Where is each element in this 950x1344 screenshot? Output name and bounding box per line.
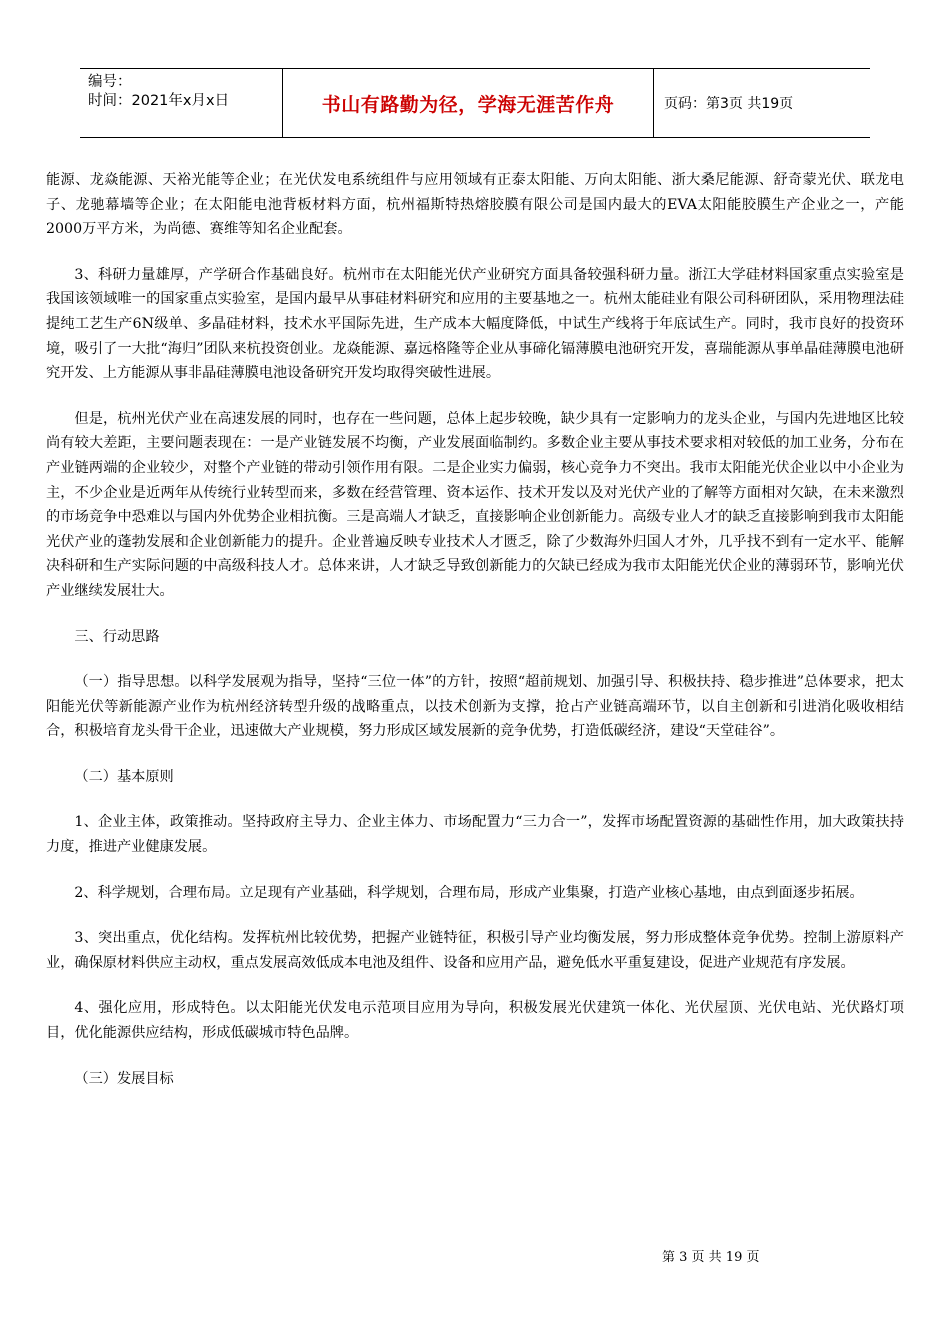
time-label: 时间：2021年x月x日 [88, 93, 230, 109]
paragraph-principle-2: 2、科学规划，合理布局。立足现有产业基础，科学规划，合理布局，形成产业集聚，打造产业核心基地，由点到面逐步拓展。 [74, 884, 864, 901]
paragraph-research-strength: 3、科研力量雄厚，产学研合作基础良好。杭州市在太阳能光伏产业研究方面具备较强科研力量。浙江大学硅材料国家重点实验室是我国该领域唯一的国家重点实验室，是国内最早从事硅材料研究和应用的主要基地之一。杭州太能硅业有限公司科研团队，采用物理法硅提纯工艺生产6N级单、多晶硅材料，技术水平国际先进，生产成本大幅度降低，中试生产线将于年底试生产。同时，我市良好的投资环境，吸引了一大批“海归”团队来杭投资创业。龙焱能源、嘉远格隆等企业从事碲化镉薄膜电池研究开发，喜瑞能源从事单晶硅薄膜电池研究开发、上方能源从事非晶硅薄膜电池设备研究开发均取得突破性进展。 [46, 266, 904, 382]
header-page-info: 页码：第3页 共19页 [664, 96, 794, 112]
section-heading-basic-principles: （二）基本原则 [74, 768, 174, 785]
document-body [46, 168, 904, 1112]
paragraph-principle-1: 1、企业主体，政策推动。坚持政府主导力、企业主体力、市场配置力“三力合一”，发挥市场配置资源的基础性作用，加大政策扶持力度，推进产业健康发展。 [46, 814, 904, 856]
section-heading-action-plan: 三、行动思路 [74, 628, 160, 645]
header-meta [80, 69, 282, 137]
paragraph-principle-3: 3、突出重点，优化结构。发挥杭州比较优势，把握产业链特征，积极引导产业均衡发展，努力形成整体竞争优势。控制上游原料产业，确保原材料供应主动权，重点发展高效低成本电池及组件、设备和应用产品，避免低水平重复建设，促进产业规范有序发展。 [46, 930, 904, 971]
serial-label: 编号： [88, 74, 132, 90]
page-footer: 第 3 页 共 19 页 [662, 1250, 760, 1265]
paragraph-guiding-thought: （一）指导思想。以科学发展观为指导，坚持“三位一体”的方针，按照“超前规划、加强引导、积极扶持、稳步推进”总体要求，把太阳能光伏等新能源产业作为杭州经济转型升级的战略重点，以技术创新为支撑，抢占产业链高端环节，以自主创新和引进消化吸收相结合，积极培育龙头骨干企业，迅速做大产业规模，努力形成区域发展新的竞争优势，打造低碳经济，建设“天堂硅谷”。 [46, 674, 904, 740]
section-heading-development-goals: （三）发展目标 [74, 1070, 174, 1087]
paragraph-principle-4: 4、强化应用，形成特色。以太阳能光伏发电示范项目应用为导向，积极发展光伏建筑一体化、光伏屋顶、光伏电站、光伏路灯项目，优化能源供应结构，形成低碳城市特色品牌。 [46, 1000, 904, 1042]
header-motto: 书山有路勤为径，学海无涯苦作舟 [282, 69, 654, 137]
paragraph-continuation: 能源、龙焱能源、天裕光能等企业；在光伏发电系统组件与应用领域有正泰太阳能、万向太阳能、浙大桑尼能源、舒奇蒙光伏、联龙电子、龙驰幕墙等企业；在太阳能电池背板材料方面，杭州福斯特热熔胶膜有限公司是国内最大的EVA太阳能胶膜生产企业之一，产能2000万平方米，为尚德、赛维等知名企业配套。 [46, 172, 904, 238]
page-header [80, 68, 870, 138]
paragraph-problems: 但是，杭州光伏产业在高速发展的同时，也存在一些问题，总体上起步较晚，缺少具有一定影响力的龙头企业，与国内先进地区比较尚有较大差距，主要问题表现在：一是产业链发展不均衡，产业发展面临制约。多数企业主要从事技术要求相对较低的加工业务，分布在产业链两端的企业较少，对整个产业链的带动引领作用有限。二是企业实力偏弱，核心竞争力不突出。我市太阳能光伏企业以中小企业为主，不少企业是近两年从传统行业转型而来，多数在经营管理、资本运作、技术开发以及对光伏产业的了解等方面相对欠缺，在未来激烈的市场竞争中恐难以与国内外优势企业相抗衡。三是高端人才缺乏，直接影响企业创新能力。高级专业人才的缺乏直接影响到我市太阳能光伏产业的蓬勃发展和企业创新能力的提升。企业普遍反映专业技术人才匮乏，除了少数海外归国人才外，几乎找不到有一定水平、能解决科研和生产实际问题的中高级科技人才。总体来讲，人才缺乏导致创新能力的欠缺已经成为我市太阳能光伏企业的薄弱环节，影响光伏产业继续发展壮大。 [46, 410, 904, 599]
